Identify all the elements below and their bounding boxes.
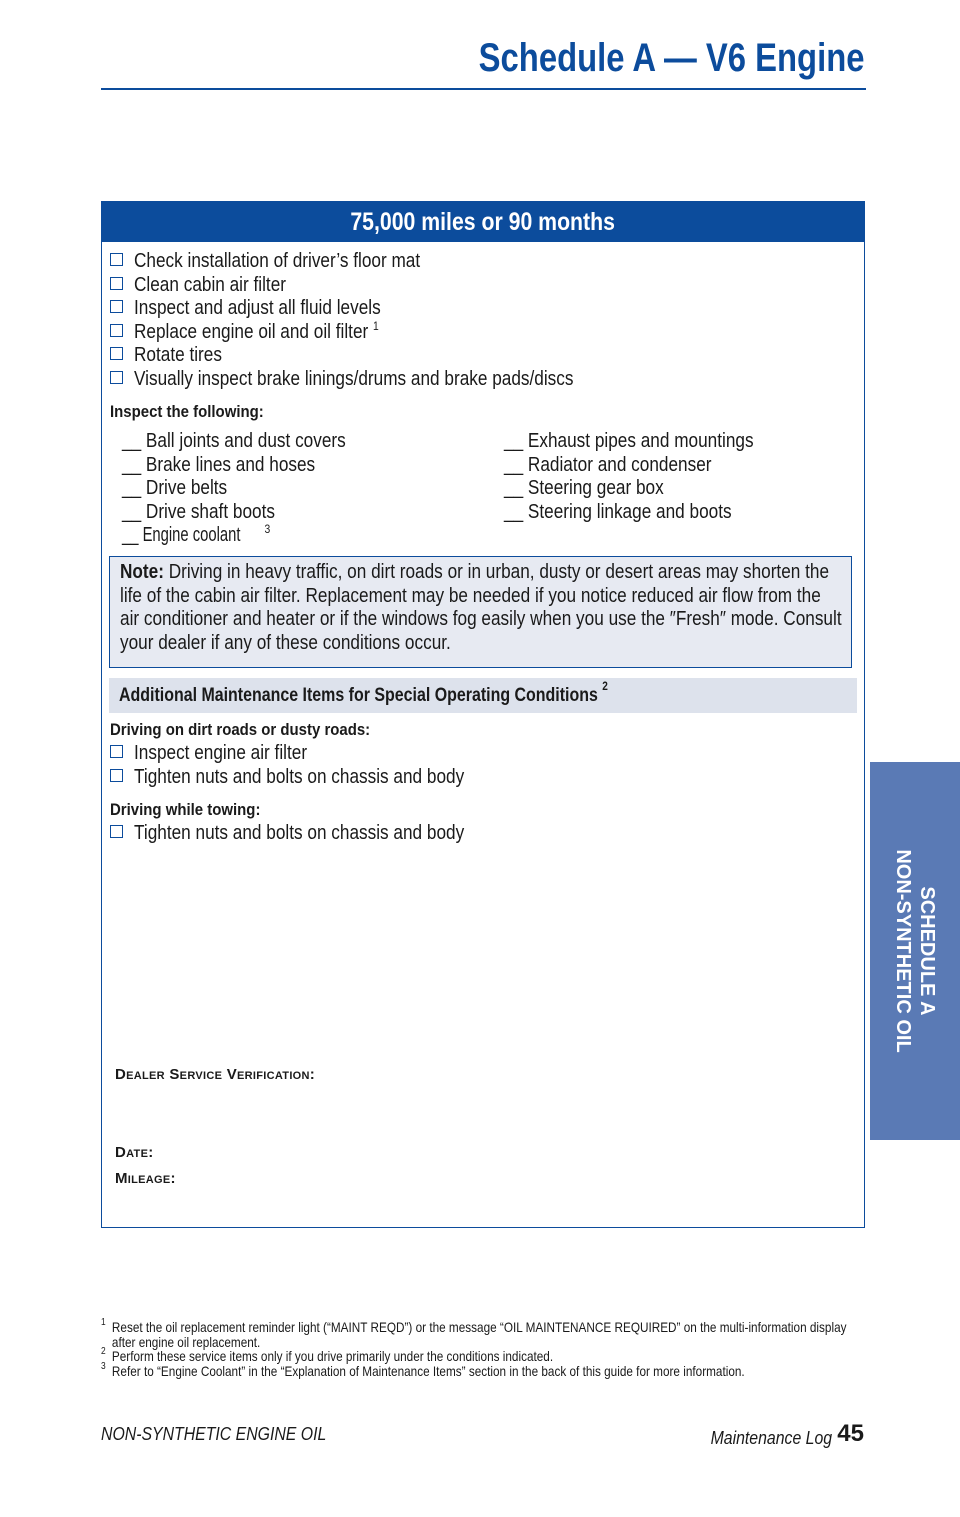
footer-section-label: NON-SYNTHETIC ENGINE OIL xyxy=(101,1424,327,1444)
checkbox-icon[interactable] xyxy=(110,300,123,313)
checklist-item-label: Visually inspect brake linings/drums and brake pads/discs xyxy=(134,367,574,390)
checkbox-icon[interactable] xyxy=(110,769,123,782)
maintenance-interval-box xyxy=(101,201,865,1228)
inspect-item: __ Drive belts xyxy=(122,477,228,499)
checklist-item-label: Check installation of driver’s floor mat xyxy=(134,250,421,272)
inspect-list-right xyxy=(504,430,794,524)
section-side-tab[interactable] xyxy=(870,762,960,1140)
checklist-item-label: Rotate tires xyxy=(134,344,222,366)
inspect-item: __ Radiator and condenser xyxy=(504,453,712,476)
inspect-list-left xyxy=(122,430,382,548)
checklist-item xyxy=(110,742,518,766)
checklist-item xyxy=(110,344,645,368)
checklist-item-label: Tighten nuts and bolts on chassis and body xyxy=(134,822,465,844)
mileage-label: Mileage: xyxy=(115,1170,176,1187)
checkbox-icon[interactable] xyxy=(110,253,123,266)
inspect-item: __ Exhaust pipes and mountings xyxy=(504,430,754,452)
side-tab-label: SCHEDULE A NON-SYNTHETIC OIL xyxy=(892,849,938,1053)
checklist-item xyxy=(110,766,518,790)
note-label: Note: xyxy=(120,561,164,583)
towing-heading: Driving while towing: xyxy=(110,800,261,819)
date-label: Date: xyxy=(115,1144,154,1161)
additional-items-title: Additional Maintenance Items for Special Operating Conditions $^2$ xyxy=(119,679,608,706)
dirt-roads-heading: Driving on dirt roads or dusty roads: xyxy=(110,720,371,739)
checkbox-icon[interactable] xyxy=(110,825,123,838)
inspect-item: __ Steering linkage and boots xyxy=(504,500,732,523)
inspect-item: __ Drive shaft boots xyxy=(122,500,275,523)
checkbox-icon[interactable] xyxy=(110,371,123,384)
footnote: 1 Reset the oil replacement reminder light (“MAINT REQD”) or the message “OIL MAINTENANCE REQUIRED” on the multi-information display after engine oil replacement. xyxy=(101,1317,847,1350)
towing-checklist xyxy=(110,822,518,846)
footnote-ref: 1 xyxy=(373,318,379,333)
checklist-item xyxy=(110,368,645,392)
checklist-item-label: Inspect engine air filter xyxy=(134,742,308,764)
title-divider xyxy=(101,88,866,90)
interval-header xyxy=(102,202,864,242)
additional-items-band xyxy=(109,678,857,713)
page-number: 45 xyxy=(837,1420,864,1447)
footnote: 2 Perform these service items only if you drive primarily under the conditions indicated. xyxy=(101,1346,554,1364)
dealer-verification-label: Dealer Service Verification: xyxy=(115,1066,316,1083)
page-title: Schedule A — V6 Engine xyxy=(478,36,864,80)
checkbox-icon[interactable] xyxy=(110,745,123,758)
checklist-item xyxy=(110,297,645,321)
dirt-roads-checklist xyxy=(110,742,518,789)
note-text xyxy=(120,561,842,655)
note-box xyxy=(109,556,852,668)
checklist-item xyxy=(110,318,645,345)
checklist-item xyxy=(110,822,518,846)
main-checklist xyxy=(110,250,645,391)
checklist-item xyxy=(110,274,645,298)
footnote-ref: 2 xyxy=(602,679,608,693)
inspect-item: __ Engine coolant $^3$ xyxy=(122,522,271,546)
footnote-ref: 3 xyxy=(264,522,271,536)
checkbox-icon[interactable] xyxy=(110,324,123,337)
interval-header-label: 75,000 miles or 90 months xyxy=(350,208,616,236)
footnote: 3 Refer to “Engine Coolant” in the “Explanation of Maintenance Items” section in the back of this guide for more information. xyxy=(101,1360,745,1379)
footer-log-label: Maintenance Log xyxy=(710,1428,832,1448)
checklist-item-label: Clean cabin air filter xyxy=(134,273,287,296)
checklist-item-label: Inspect and adjust all fluid levels xyxy=(134,297,381,319)
checkbox-icon[interactable] xyxy=(110,347,123,360)
checklist-item xyxy=(110,250,645,274)
inspect-item: __ Brake lines and hoses xyxy=(122,453,316,476)
inspect-item: __ Steering gear box xyxy=(504,477,664,499)
checklist-item-label: Tighten nuts and bolts on chassis and body xyxy=(134,765,465,788)
footnotes xyxy=(101,1317,857,1379)
inspect-item: __ Ball joints and dust covers xyxy=(122,430,346,452)
checklist-item-label: Replace engine oil and oil filter $^1$ xyxy=(134,318,379,343)
checkbox-icon[interactable] xyxy=(110,277,123,290)
inspect-heading: Inspect the following: xyxy=(110,402,264,421)
note-body: Driving in heavy traffic, on dirt roads or in urban, dusty or desert areas may shorten the life of the cabin air filter. Replacement may be needed if you notice reduced air flow from the air conditioner and heater or if the windows fog easily when you use the ″Fresh″ mode. Consult your dealer if any of these conditions occur. xyxy=(120,561,842,654)
